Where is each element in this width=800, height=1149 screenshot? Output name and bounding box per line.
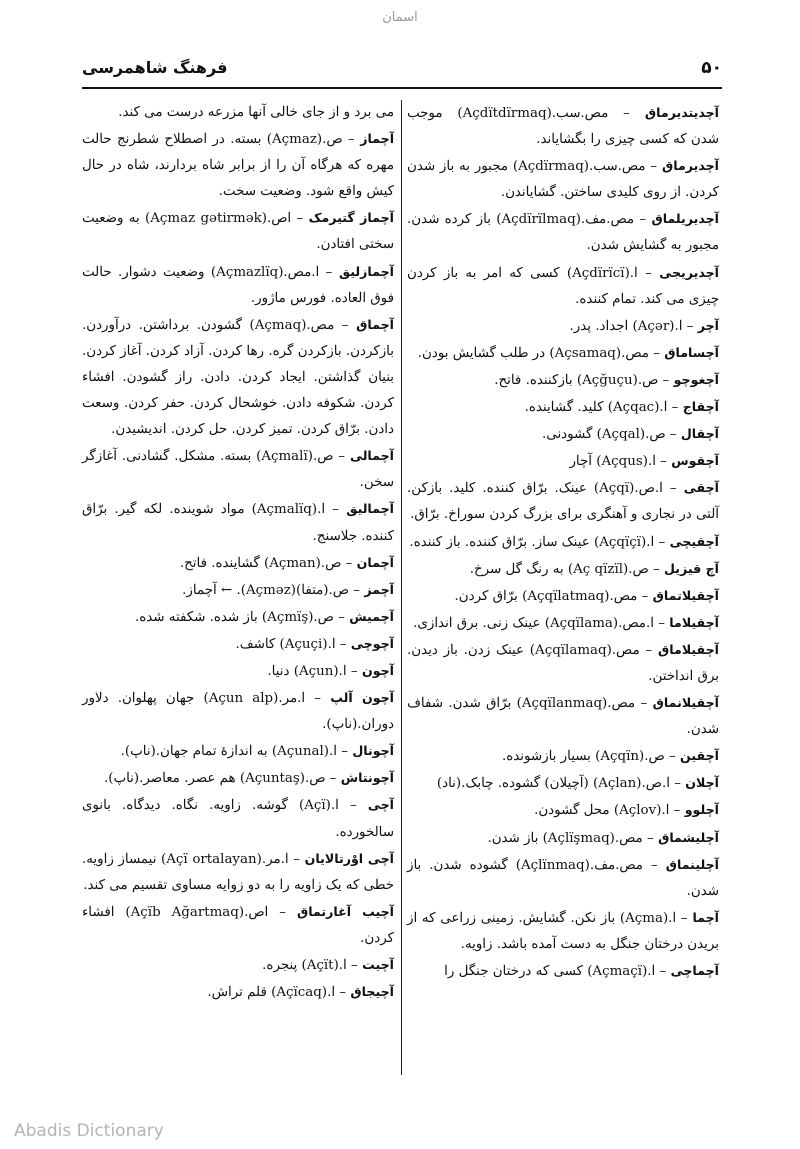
entry-headword: آچقی bbox=[676, 480, 719, 496]
entry-headword: آچمیش bbox=[344, 608, 394, 624]
dictionary-entry bbox=[407, 852, 719, 905]
entry-definition: – ا.(Açun) دنیا. bbox=[267, 663, 358, 679]
dictionary-entry bbox=[82, 443, 394, 496]
entry-headword: آچدیتدیرماق bbox=[629, 105, 720, 120]
dictionary-entry bbox=[407, 153, 719, 206]
dictionary-entry bbox=[82, 792, 394, 845]
entry-headword: آچلوو bbox=[680, 802, 719, 818]
entry-headword: آچمالی bbox=[344, 448, 395, 464]
entry-definition: – ص.(متفا)(Açməz). ← آچماز. bbox=[182, 582, 360, 598]
entry-definition: – ا.(Açər) اجداد. پدر. bbox=[569, 318, 694, 334]
entry-definition: – ا.مص.(Açmazlïq) وضعیت دشوار. حالت فوق العاده. فورس ماژور. bbox=[82, 264, 394, 306]
entry-definition: می برد و از جای خالی آنها مزرعه درست می کند. bbox=[118, 105, 394, 120]
dictionary-entry bbox=[407, 367, 719, 394]
left-column bbox=[82, 100, 394, 1006]
dictionary-entry bbox=[407, 770, 719, 797]
entry-definition: – مص.سب.(Açdïtdïrmaq) موجب شدن که کسی چیزی را بگشایاند. bbox=[407, 106, 719, 148]
top-label: اسمان bbox=[382, 10, 418, 25]
entry-definition: – مص.سب.(Açdïrmaq) مجبور به باز شدن کردن. از روی کلیدی ساختن. گشایاندن. bbox=[407, 159, 719, 201]
entry-headword: آچقیلاما bbox=[664, 614, 719, 630]
entry-headword: آچدیریلماق bbox=[646, 211, 719, 227]
dictionary-entry bbox=[407, 958, 719, 985]
entry-definition: – اص.(Açmaz gətirmək) به وضعیت سختی افتادن. bbox=[82, 211, 394, 253]
entry-headword: آچ قیزیل bbox=[659, 560, 719, 576]
dictionary-entry bbox=[407, 475, 719, 528]
dictionary-entry bbox=[82, 685, 394, 738]
entry-headword: آچلیشماق bbox=[653, 829, 719, 845]
entry-definition: – مص.مف.(Açlïnmaq) گشوده شدن. باز شدن. bbox=[407, 857, 719, 899]
dictionary-entry bbox=[82, 577, 394, 604]
entry-headword: آچماچی bbox=[666, 963, 719, 978]
entry-headword: آچدیریجی bbox=[651, 264, 719, 280]
dictionary-entry bbox=[407, 905, 719, 958]
entry-headword: آچدیرماق bbox=[657, 158, 719, 174]
entry-headword: آچقیچی bbox=[665, 533, 719, 549]
dictionary-entry bbox=[407, 394, 719, 421]
dictionary-entry bbox=[82, 205, 394, 258]
entry-headword: آچماق bbox=[348, 316, 394, 332]
dictionary-entry bbox=[407, 421, 719, 448]
entry-definition: – ا.(Açdïrïcï) کسی که امر به باز کردن چیزی می کند. تمام کننده. bbox=[407, 265, 719, 307]
entry-definition: – ص.(Açğuçu) بازکننده. فاتح. bbox=[494, 372, 670, 388]
entry-definition: – ا.(Açqïçï) عینک ساز. برّاق کننده. باز کننده. bbox=[409, 534, 666, 550]
entry-definition: – ا.(Açuçi) کاشف. bbox=[235, 636, 347, 652]
dictionary-entry bbox=[82, 631, 394, 658]
entry-definition: – اص.(Açïb Ağartmaq) افشاء کردن. bbox=[82, 904, 394, 946]
entry-headword: آچقیلاتماق bbox=[648, 587, 719, 603]
dictionary-entry bbox=[82, 765, 394, 792]
dictionary-entry bbox=[82, 604, 394, 631]
entry-definition: – ا.(Açï) گوشه. زاویه. نگاه. دیدگاه. بانوی سالخورده. bbox=[82, 798, 394, 840]
dictionary-entry bbox=[407, 529, 719, 556]
dictionary-entry bbox=[82, 979, 394, 1006]
entry-definition: – ص.(Açuntaş) هم عصر. معاصر.(ناپ). bbox=[104, 771, 337, 787]
entry-headword: آچون آلپ bbox=[321, 690, 395, 706]
entry-definition: – ا.(Açqac) کلید. گشاینده. bbox=[524, 400, 679, 416]
dictionary-entry bbox=[82, 550, 394, 577]
dictionary-entry bbox=[82, 952, 394, 979]
dictionary-entry bbox=[407, 743, 719, 770]
dictionary-entry bbox=[82, 658, 394, 685]
entry-headword: آچیت bbox=[357, 957, 394, 972]
dictionary-entry bbox=[82, 899, 394, 952]
entry-definition: – مص.(Açqïlanmaq) برّاق شدن. شفاف شدن. bbox=[407, 696, 719, 738]
entry-headword: آچغوچو bbox=[669, 371, 719, 387]
entry-headword: آچیب آغارتماق bbox=[285, 903, 395, 919]
watermark: Abadis Dictionary bbox=[14, 1121, 164, 1141]
dictionary-entry bbox=[82, 496, 394, 549]
entry-definition: – ا.(Açmaçï) کسی که درختان جنگل را bbox=[444, 964, 667, 979]
entry-definition: – ص.(Açqal) گشودنی. bbox=[542, 427, 677, 443]
entry-definition: – ص.(Açmalï) بسته. مشکل. گشادنی. آغازگر سخن. bbox=[82, 449, 394, 491]
dictionary-entry bbox=[407, 583, 719, 610]
entry-headword: آچساماق bbox=[659, 344, 719, 360]
entry-headword: آچمالیق bbox=[338, 501, 394, 517]
header-rule bbox=[82, 87, 722, 89]
dictionary-entry bbox=[407, 556, 719, 583]
entry-headword: آچقال bbox=[676, 426, 719, 442]
entry-headword: آچی اوْرتالایان bbox=[299, 850, 394, 866]
entry-definition: – مص.(Açsamaq) در طلب گشایش بودن. bbox=[417, 345, 660, 361]
entry-headword: آچمان bbox=[352, 554, 394, 570]
entry-definition: – ا.(Açlov) محل گشودن. bbox=[534, 803, 681, 819]
entry-definition: – ا.(Açmalïq) مواد شوینده. لکه گیر. برّاق کننده. جلاسنج. bbox=[82, 502, 394, 544]
right-column bbox=[407, 100, 719, 985]
entry-headword: آچقاج bbox=[678, 399, 719, 415]
entry-headword: آچقیلاماق bbox=[652, 641, 719, 657]
entry-headword: آچون bbox=[357, 662, 394, 678]
entry-headword: آچمازلیق bbox=[332, 263, 394, 279]
entry-headword: آچونتاش bbox=[336, 770, 394, 786]
dictionary-entry bbox=[407, 610, 719, 637]
entry-definition: – ص.(Aç qïzïl) به رنگ گل سرخ. bbox=[469, 561, 660, 577]
dictionary-entry bbox=[82, 126, 394, 205]
book-title: فرهنگ شاهمرسی bbox=[82, 58, 228, 77]
entry-headword: آچما bbox=[687, 909, 720, 925]
dictionary-entry bbox=[407, 690, 719, 743]
entry-headword: آچمز bbox=[359, 581, 394, 597]
page-number: ۵۰ bbox=[701, 58, 722, 78]
entry-definition: – ا.مر.(Açï ortalayan) نیمساز زاویه. خطی که یک زاویه را به دو زوایه مساوی تقسیم می کند. bbox=[82, 851, 394, 893]
entry-definition: – مص.مف.(Açdïrïlmaq) باز کرده شدن. مجبور به گشایش شدن. bbox=[407, 212, 719, 254]
entry-definition: – ا.(Açït) پنجره. bbox=[262, 958, 358, 973]
entry-headword: آچماز bbox=[354, 131, 395, 147]
dictionary-entry bbox=[407, 313, 719, 340]
dictionary-entry bbox=[407, 260, 719, 313]
entry-definition: – ص.(Açmaz) بسته. در اصطلاح شطرنج حالت مهره که هرگاه آن را از برابر شاه بردارند، شاه در حال کیش واقع شود. وضعیت سخت. bbox=[82, 132, 394, 200]
entry-headword: آچقوس bbox=[666, 453, 719, 469]
entry-headword: آچقیلانماق bbox=[647, 695, 719, 711]
column-divider bbox=[401, 100, 402, 1075]
dictionary-entry bbox=[407, 825, 719, 852]
entry-definition: – مص.(Açmaq) گشودن. برداشتن. درآوردن. بازکردن. بازکردن گره. رها کردن. آزاد کردن. آغاز کردن. بنیان گذاشتن. ایجاد کردن. دادن. راز گشودن. افشاء کردن. شکوفه دادن. خوشحال کردن. حفر کردن. وسعت دادن. برّاق کردن. تمیز کردن. حل کردن. اندیشیدن. bbox=[82, 317, 394, 438]
entry-headword: آچماز گتیرمک bbox=[303, 210, 394, 226]
entry-headword: آچوچی bbox=[346, 635, 394, 651]
entry-definition: – ص.(Açmïş) باز شده. شکفته شده. bbox=[134, 609, 345, 625]
entry-headword: آچیجاق bbox=[346, 984, 394, 1000]
entry-definition: – ا.مر.(Açun alp) جهان پهلوان. دلاور دوران.(ناپ). bbox=[82, 691, 394, 733]
entry-headword: آچلان bbox=[680, 775, 719, 791]
entry-headword: آچقین bbox=[675, 748, 719, 764]
entry-definition: – ا.ص.(Açlan) (آچیلان) گشوده. چابک.(ناد) bbox=[436, 776, 681, 792]
entry-definition: – ا.مص.(Açqïlama) عینک زنی. برق اندازی. bbox=[413, 615, 665, 631]
entry-definition: – مص.(Açlïşmaq) باز شدن. bbox=[487, 830, 654, 846]
dictionary-entry bbox=[407, 448, 719, 475]
entry-definition: – ص.(Açman) گشاینده. فاتح. bbox=[179, 555, 353, 571]
dictionary-entry bbox=[82, 100, 394, 126]
dictionary-entry bbox=[407, 340, 719, 367]
entry-definition: – ا.(Açïcaq) قلم تراش. bbox=[207, 985, 347, 1001]
dictionary-entry bbox=[407, 100, 719, 153]
dictionary-entry bbox=[407, 797, 719, 824]
entry-headword: آچی bbox=[356, 797, 394, 813]
entry-definition: – ا.(Açma) باز نکن. گشایش. زمینی زراعی که از بریدن درختان جنگل به دست آمده باشد. زاویه. bbox=[407, 910, 719, 952]
entry-definition: – ا.ص.(Açqï) عینک. برّاق کننده. کلید. بازکن. آلتی در نجاری و آهنگری برای بزرگ کردن سوراخ. برّاق. bbox=[407, 481, 719, 523]
entry-definition: – مص.(Açqïlatmaq) برّاق کردن. bbox=[454, 588, 649, 604]
dictionary-entry bbox=[82, 259, 394, 312]
dictionary-entry bbox=[82, 846, 394, 899]
entry-headword: آچر bbox=[693, 317, 719, 333]
dictionary-entry bbox=[82, 738, 394, 765]
entry-headword: آچلینماق bbox=[657, 856, 719, 872]
entry-headword: آچونال bbox=[347, 743, 394, 759]
page-header bbox=[82, 58, 722, 84]
dictionary-entry bbox=[407, 637, 719, 690]
entry-definition: – ا.(Açqus) آچار bbox=[569, 454, 667, 470]
entry-definition: – ا.(Açunal) به اندازهٔ تمام جهان.(ناپ). bbox=[120, 744, 348, 760]
entry-definition: – مص.(Açqïlamaq) عینک زدن. باز دیدن. برق انداختن. bbox=[407, 642, 719, 684]
dictionary-entry bbox=[82, 312, 394, 443]
entry-definition: – ص.(Açqïn) بسیار بازشونده. bbox=[501, 749, 676, 765]
dictionary-entry bbox=[407, 206, 719, 259]
